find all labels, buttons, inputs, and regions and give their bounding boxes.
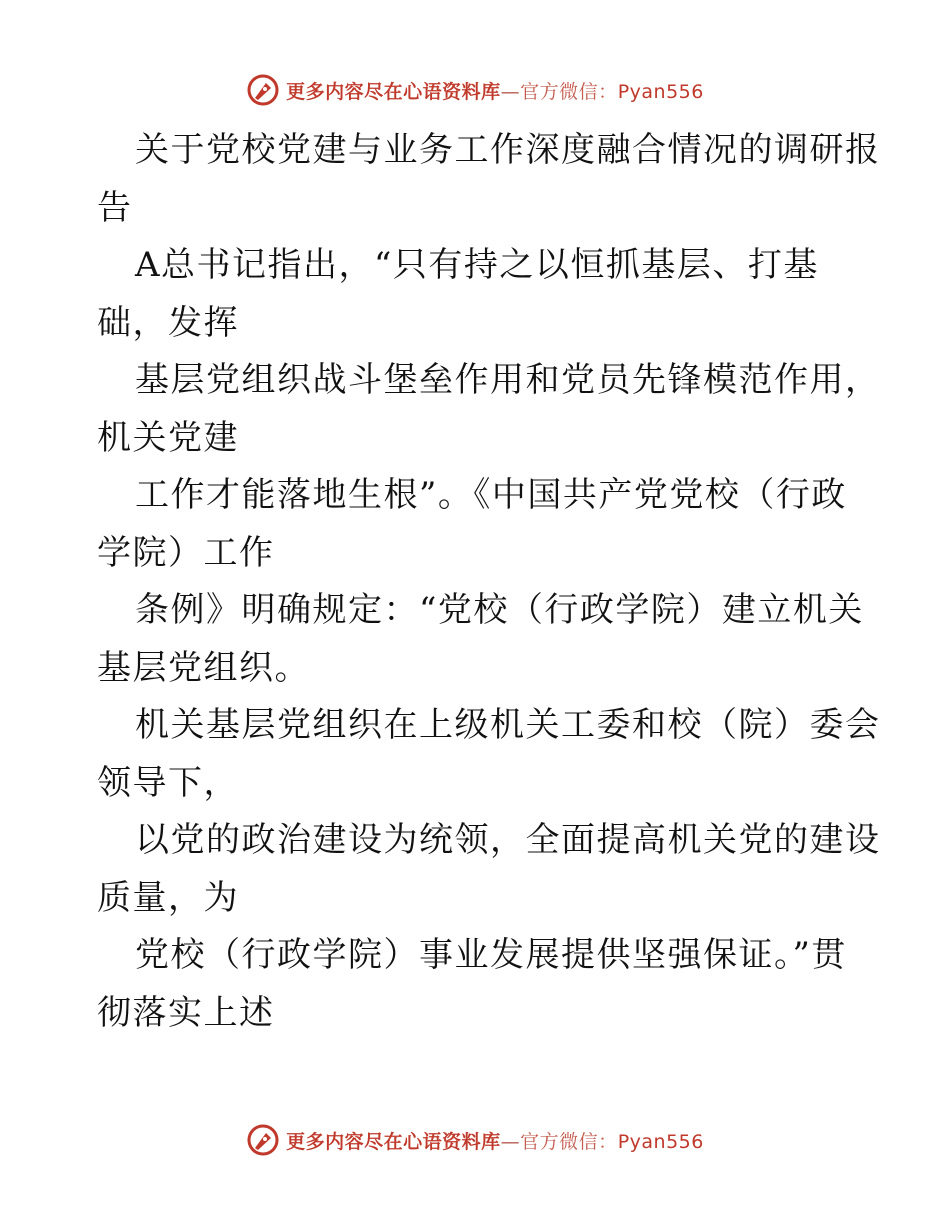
document-line: 基层党组织战斗堡垒作用和党员先锋模范作用， bbox=[135, 360, 881, 400]
document-line: 党校（行政学院）事业发展提供坚强保证。”贯 bbox=[135, 935, 847, 975]
wechat-account: Pyan556 bbox=[617, 1130, 704, 1153]
document-line: 领导下， bbox=[97, 762, 239, 803]
document-line: 告 bbox=[97, 187, 133, 228]
library-text: 更多内容尽在心语资料库 bbox=[286, 1130, 501, 1153]
footer-banner bbox=[0, 1120, 950, 1160]
pen-nib-logo-icon bbox=[246, 73, 280, 107]
document-line: 条例》明确规定：“党校（行政学院）建立机关 bbox=[135, 590, 864, 630]
document-line: 工作才能落地生根”。《中国共产党党校（行政 bbox=[135, 475, 847, 515]
banner-text bbox=[286, 1127, 704, 1154]
document-line: 以党的政治建设为统领，全面提高机关党的建设 bbox=[135, 820, 881, 860]
document-line: 础，发挥 bbox=[97, 302, 239, 343]
pen-nib-logo-icon bbox=[246, 1123, 280, 1157]
document-line: 机关基层党组织在上级机关工委和校（院）委会 bbox=[135, 705, 881, 745]
document-line: 学院）工作 bbox=[97, 532, 275, 573]
document-body bbox=[97, 122, 881, 1042]
document-line: 关于党校党建与业务工作深度融合情况的调研报 bbox=[135, 130, 881, 170]
library-text: 更多内容尽在心语资料库 bbox=[286, 80, 501, 103]
official-text: 官方微信： bbox=[520, 1130, 618, 1153]
official-text: 官方微信： bbox=[520, 80, 618, 103]
header-banner bbox=[0, 70, 950, 110]
banner-separator: — bbox=[500, 1130, 521, 1153]
document-line: 机关党建 bbox=[97, 417, 239, 458]
document-line: 彻落实上述 bbox=[97, 992, 275, 1033]
banner-separator: — bbox=[500, 80, 521, 103]
banner-text bbox=[286, 77, 704, 104]
document-line: 基层党组织。 bbox=[97, 647, 310, 688]
document-line: 质量，为 bbox=[97, 877, 239, 918]
wechat-account: Pyan556 bbox=[617, 80, 704, 103]
document-line: A总书记指出，“只有持之以恒抓基层、打基 bbox=[135, 245, 819, 285]
